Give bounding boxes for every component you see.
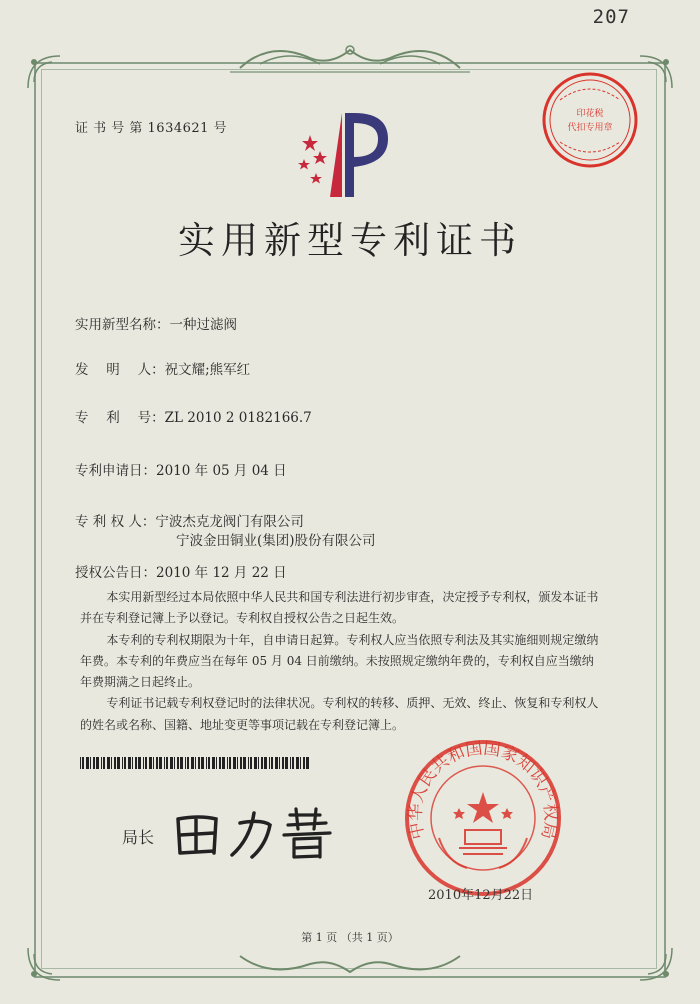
patent-number-label: 专 利 号： bbox=[75, 410, 165, 426]
corner-ornament-bottom-right bbox=[636, 944, 676, 984]
barcode-bar bbox=[156, 757, 158, 769]
barcode-bar bbox=[243, 757, 246, 769]
barcode-bar bbox=[143, 757, 144, 769]
barcode-bar bbox=[201, 757, 204, 769]
barcode-bar bbox=[303, 757, 305, 769]
barcode-bar bbox=[90, 757, 91, 769]
certificate-title: 实用新型专利证书 bbox=[178, 219, 522, 262]
barcode-bar bbox=[117, 757, 120, 769]
barcode-bar bbox=[180, 757, 183, 769]
barcode-bar bbox=[114, 757, 116, 769]
svg-text:印花税: 印花税 bbox=[576, 109, 604, 119]
body-paragraph-1: 本实用新型经过本局依照中华人民共和国专利法进行初步审查，决定授予专利权，颁发本证书并在专利登记簿上予以登记。专利权自授权公告之日起生效。 bbox=[80, 590, 599, 626]
page-number: 207 bbox=[592, 6, 630, 28]
corner-ornament-top-left bbox=[24, 52, 64, 92]
body-paragraph-3: 专利证书记载专利权登记时的法律状况。专利权的转移、质押、无效、终止、恢复和专利权人的姓名或名称、国籍、地址变更等事项记载在专利登记簿上。 bbox=[80, 696, 599, 732]
barcode-bar bbox=[296, 757, 299, 769]
barcode-bar bbox=[185, 757, 186, 769]
official-seal bbox=[403, 738, 563, 898]
barcode-bar bbox=[93, 757, 95, 769]
barcode-bar bbox=[96, 757, 99, 769]
svg-text:代扣专用章: 代扣专用章 bbox=[567, 123, 613, 133]
barcode-bar bbox=[248, 757, 249, 769]
barcode-bar bbox=[229, 757, 231, 769]
barcode-bar bbox=[111, 757, 112, 769]
director-label: 局长 bbox=[122, 828, 155, 847]
barcode-bar bbox=[271, 757, 273, 769]
barcode-bar bbox=[216, 757, 217, 769]
seal-date: 2010年12月22日 bbox=[428, 888, 534, 903]
certificate-body bbox=[80, 587, 605, 736]
barcode-bar bbox=[166, 757, 168, 769]
barcode-bar bbox=[191, 757, 194, 769]
barcode-bar bbox=[269, 757, 270, 769]
svg-text:中华人民共和国国家知识产权局 bbox=[406, 739, 561, 841]
barcode-bar bbox=[206, 757, 207, 769]
barcode-bar bbox=[219, 757, 221, 769]
patentee-1: 宁波杰克龙阀门有限公司 bbox=[155, 514, 304, 530]
barcode-bar bbox=[198, 757, 200, 769]
barcode-bar bbox=[86, 757, 89, 769]
barcode-bar bbox=[261, 757, 263, 769]
barcode-bar bbox=[300, 757, 301, 769]
tax-stamp bbox=[540, 70, 640, 170]
barcode-bar bbox=[290, 757, 291, 769]
application-date-label: 专利申请日： bbox=[75, 463, 156, 479]
barcode-bar bbox=[292, 757, 294, 769]
barcode-bar bbox=[107, 757, 110, 769]
patentee-2: 宁波金田铜业(集团)股份有限公司 bbox=[176, 533, 376, 549]
director-signature bbox=[170, 805, 340, 865]
barcode-bar bbox=[250, 757, 252, 769]
patentees-row bbox=[75, 510, 304, 530]
barcode-bar bbox=[128, 757, 131, 769]
barcode-bar bbox=[240, 757, 242, 769]
barcode-bar bbox=[101, 757, 102, 769]
application-date-value: 2010 年 05 月 04 日 bbox=[156, 463, 287, 479]
barcode-bar bbox=[233, 757, 236, 769]
certificate-number: 证 书 号 第 1634621 号 bbox=[75, 121, 228, 136]
barcode-bar bbox=[282, 757, 284, 769]
patent-number-row bbox=[75, 406, 312, 426]
barcode-bar bbox=[174, 757, 175, 769]
barcode-bar bbox=[103, 757, 105, 769]
barcode bbox=[80, 757, 310, 769]
grant-date-row bbox=[75, 561, 287, 581]
utility-model-name-value: 一种过滤阀 bbox=[169, 317, 237, 333]
utility-model-name-label: 实用新型名称： bbox=[75, 317, 170, 333]
grant-date-label: 授权公告日： bbox=[75, 565, 156, 581]
barcode-bar bbox=[306, 757, 309, 769]
barcode-bar bbox=[153, 757, 154, 769]
barcode-bar bbox=[275, 757, 278, 769]
barcode-bar bbox=[237, 757, 238, 769]
barcode-bar bbox=[285, 757, 288, 769]
inventors-label: 发 明 人： bbox=[75, 362, 165, 378]
patent-number-value: ZL 2010 2 0182166.7 bbox=[164, 410, 312, 426]
barcode-bar bbox=[159, 757, 162, 769]
barcode-bar bbox=[264, 757, 267, 769]
barcode-bar bbox=[164, 757, 165, 769]
barcode-bar bbox=[170, 757, 173, 769]
official-seal-text: 中华人民共和国国家知识产权局 bbox=[405, 738, 561, 842]
barcode-bar bbox=[208, 757, 210, 769]
barcode-bar bbox=[187, 757, 189, 769]
barcode-bar bbox=[222, 757, 225, 769]
barcode-bar bbox=[132, 757, 133, 769]
body-paragraph-2: 本专利的专利权期限为十年，自申请日起算。专利权人应当依照专利法及其实施细则规定缴纳年费。本专利的年费应当在每年 05 月 04 日前缴纳。未按照规定缴纳年费的，专利权自应当缴纳年费期满之日起终止。 bbox=[80, 632, 599, 690]
patent-office-logo bbox=[290, 105, 410, 205]
top-ornament bbox=[230, 38, 470, 76]
barcode-bar bbox=[254, 757, 257, 769]
corner-ornament-bottom-left bbox=[24, 944, 64, 984]
patentee-2-row bbox=[176, 529, 376, 549]
barcode-bar bbox=[227, 757, 228, 769]
bottom-ornament bbox=[230, 950, 470, 980]
inventors-value: 祝文耀;熊军红 bbox=[164, 362, 251, 378]
barcode-bar bbox=[135, 757, 137, 769]
page-footer: 第 1 页 （共 1 页） bbox=[301, 931, 399, 944]
barcode-bar bbox=[279, 757, 280, 769]
barcode-bar bbox=[149, 757, 152, 769]
barcode-bar bbox=[138, 757, 141, 769]
patentees-label: 专 利 权 人： bbox=[75, 514, 156, 530]
application-date-row bbox=[75, 459, 287, 479]
barcode-bar bbox=[212, 757, 215, 769]
barcode-bar bbox=[177, 757, 179, 769]
barcode-bar bbox=[122, 757, 123, 769]
barcode-bar bbox=[258, 757, 259, 769]
inventors-row bbox=[75, 358, 250, 378]
barcode-bar bbox=[145, 757, 147, 769]
barcode-bar bbox=[124, 757, 126, 769]
grant-date-value: 2010 年 12 月 22 日 bbox=[156, 565, 287, 581]
barcode-bar bbox=[195, 757, 196, 769]
barcode-bar bbox=[80, 757, 81, 769]
corner-ornament-top-right bbox=[636, 52, 676, 92]
utility-model-name-row bbox=[75, 313, 237, 333]
barcode-bar bbox=[82, 757, 84, 769]
